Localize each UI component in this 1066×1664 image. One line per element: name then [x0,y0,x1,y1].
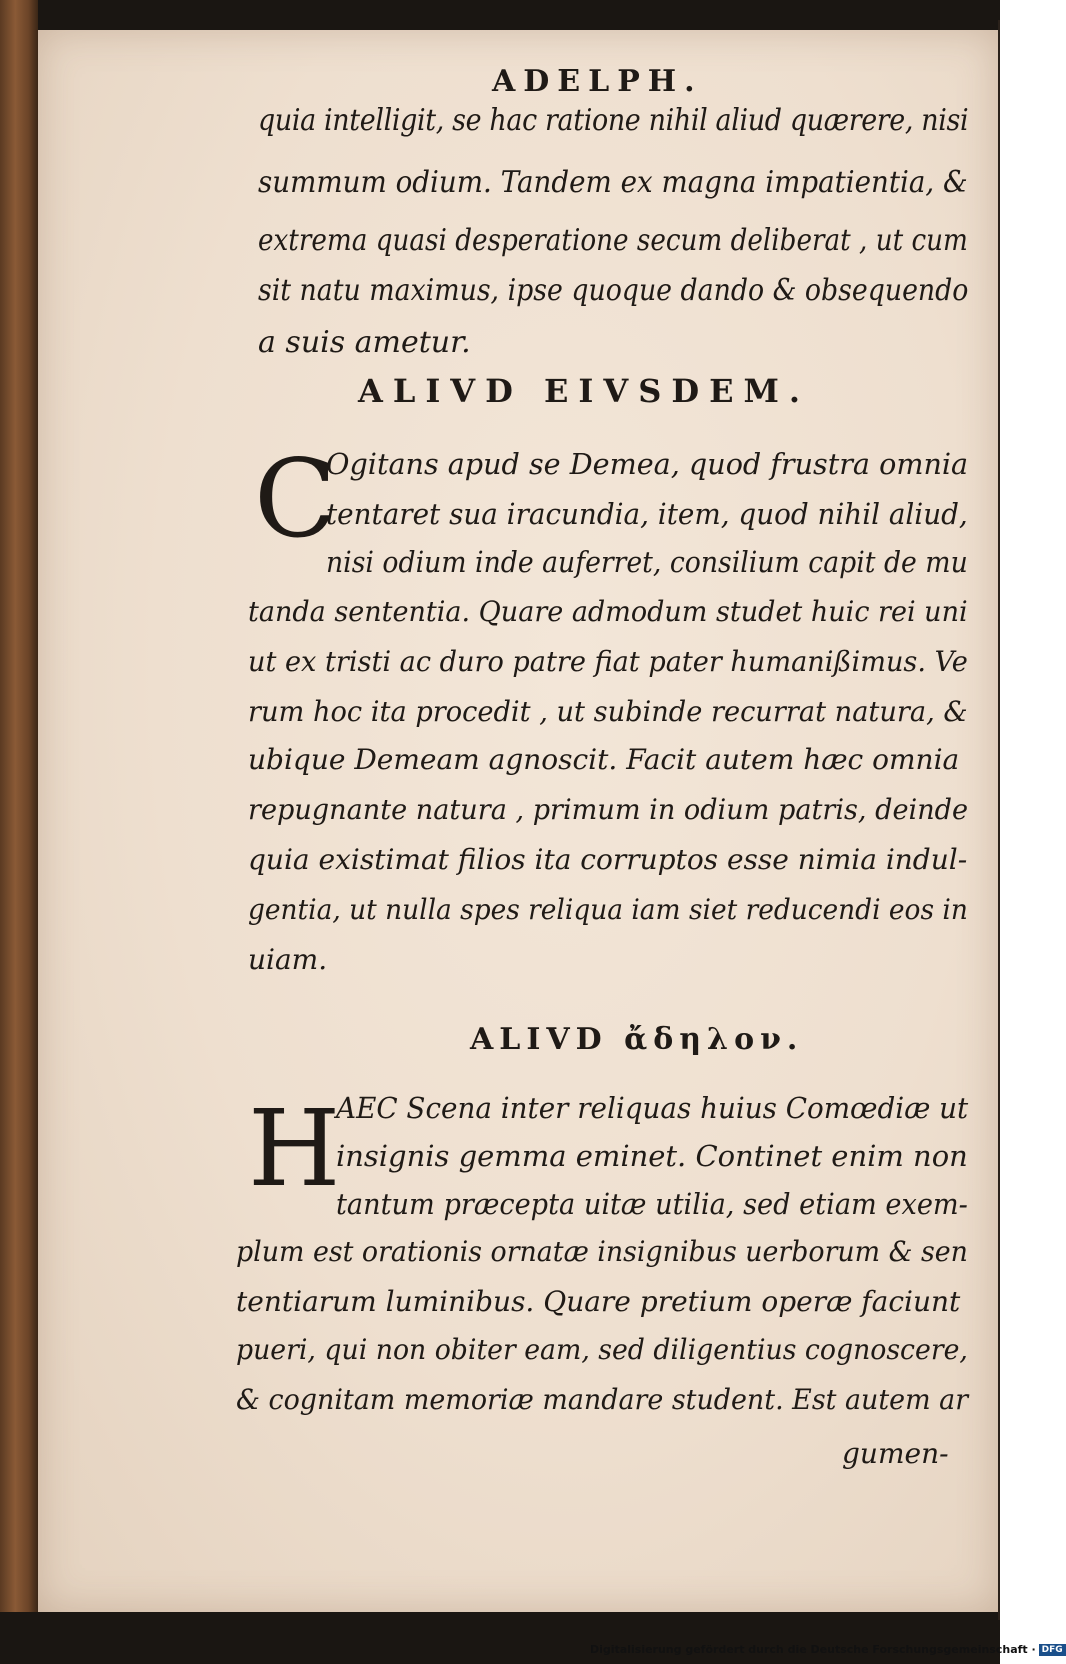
book-page [38,30,998,1612]
text-line: tantum præcepta uitæ utilia, sed etiam exem- [336,1187,968,1221]
digitization-credit [590,1643,1066,1656]
text-line: repugnante natura , primum in odium patris, deinde [248,793,969,826]
text-line: tanda sententia. Quare admodum studet huic rei uni [248,595,968,628]
dfg-logo: DFG [1039,1644,1066,1656]
text-line: uiam. [248,943,328,976]
text-line: gentia, ut nulla spes reliqua iam siet reducendi eos in [248,893,968,926]
text-line: ubique Demeam agnoscit. Facit autem hæc omnia [248,743,960,776]
text-line: insignis gemma eminet. Continet enim non [336,1139,968,1173]
text-line: tentiarum luminibus. Quare pretium operæ faciunt [236,1285,961,1318]
text-line: plum est orationis ornatæ insignibus uerborum & sen [236,1235,968,1268]
text-line: summum odium. Tandem ex magna impatientia, & [258,165,968,200]
text-line: nisi odium inde auferret, consilium capit de mu [326,545,968,579]
text-line: ut ex tristi ac duro patre fiat pater humanißimus. Ve [248,645,968,678]
text-line: sit natu maximus, ipse quoque dando & obsequendo [258,273,969,308]
text-line: AEC Scena inter reliquas huius Comœdiæ ut [336,1091,969,1125]
text-line: extrema quasi desperatione secum deliberat , ut cum [258,223,968,258]
drop-cap-initial: C [254,437,337,562]
text-line: quia intelligit, se hac ratione nihil aliud quærere, nisi [258,103,969,138]
section-heading: ALIVD EIVSDEM. [358,372,811,410]
running-head: ADELPH. [492,64,703,99]
catchword: gumen- [842,1437,949,1470]
drop-cap-initial: H [248,1087,341,1210]
text-line: quia existimat filios ita corruptos esse nimia indul- [248,843,968,876]
text-line: a suis ametur. [258,325,471,360]
text-line: rum hoc ita procedit , ut subinde recurrat natura, & [248,695,968,728]
section-heading: ALIVD ἄδηλον. [470,1022,804,1057]
text-line: Ogitans apud se Demea, quod frustra omnia [326,447,969,481]
text-line: & cognitam memoriæ mandare student. Est autem ar [236,1383,969,1416]
text-line: pueri, qui non obiter eam, sed diligentius cognoscere, [236,1333,968,1366]
page-right-edge [998,20,1000,1620]
text-line: tentaret sua iracundia, item, quod nihil aliud, [326,497,968,531]
credit-text: Digitalisierung gefördert durch die Deutsche Forschungsgemeinschaft · [590,1643,1036,1656]
book-binding-edge [0,0,38,1612]
